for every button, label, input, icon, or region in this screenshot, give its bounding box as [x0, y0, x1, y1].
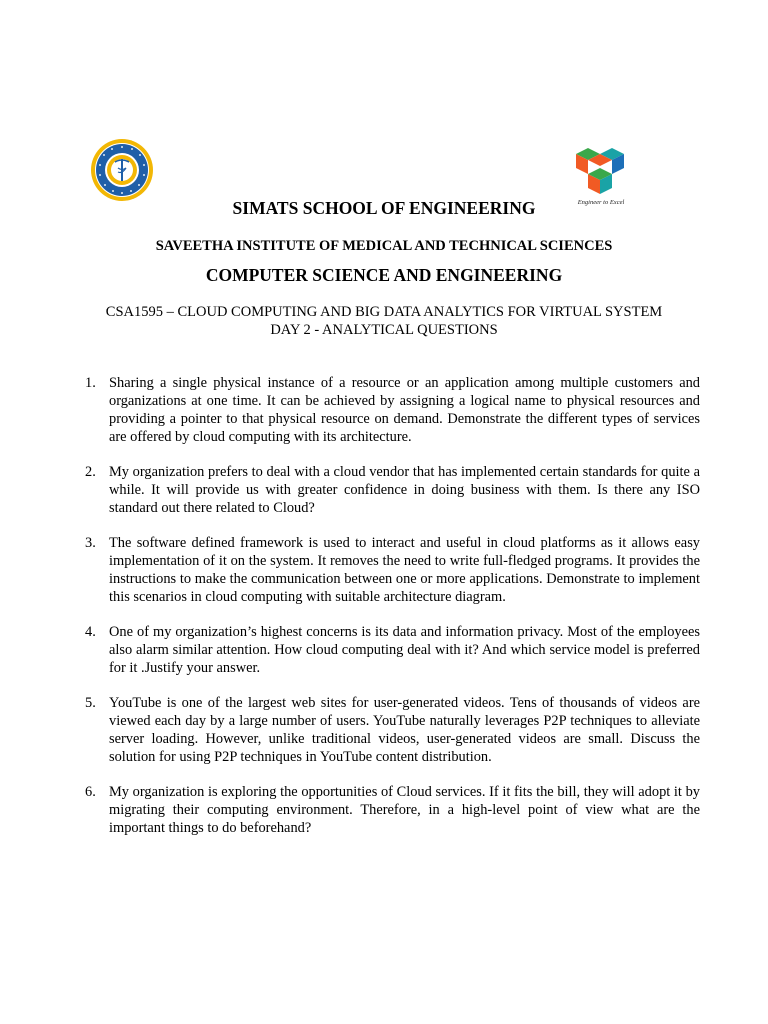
question-item [80, 783, 700, 837]
logo-tagline: Engineer to Excel [577, 199, 625, 206]
question-number: 1. [85, 375, 96, 391]
question-item [80, 374, 700, 446]
question-text: YouTube is one of the largest web sites for user-generated videos. Tens of thousands of videos are viewed each day by a large number of users. YouTube naturally leverages P2P techniques to alleviate server loading. However, unlike traditional videos, user-generated videos are small. Discuss the solution for using P2P techniques in YouTube content distribution. [109, 695, 700, 765]
question-number: 3. [85, 535, 96, 551]
question-item [80, 463, 700, 517]
question-number: 5. [85, 695, 96, 711]
question-text: Sharing a single physical instance of a resource or an application among multiple customers and organizations at one time. It can be achieved by assigning a logical name to physical resources and providing a pointer to that physical resource on demand. Demonstrate the different types of services are offered by cloud computing with its architecture. [109, 375, 700, 445]
saveetha-institute-seal-logo [88, 138, 156, 202]
question-number: 6. [85, 784, 96, 800]
question-number: 4. [85, 624, 96, 640]
course-title: CSA1595 – CLOUD COMPUTING AND BIG DATA ANALYTICS FOR VIRTUAL SYSTEM [105, 304, 663, 320]
question-list [80, 374, 700, 854]
question-text: The software defined framework is used to interact and useful in cloud platforms as it allows easy implementation of it on the system. It removes the need to write full-fledged programs. It provides the instructions to make the communication between one or more applications. Demonstrate to implement this scenarios in cloud computing with suitable architecture diagram. [109, 535, 700, 605]
question-item [80, 623, 700, 677]
day-subtitle: DAY 2 - ANALYTICAL QUESTIONS [270, 322, 498, 338]
school-heading: SIMATS SCHOOL OF ENGINEERING [232, 198, 536, 218]
question-item [80, 694, 700, 766]
institute-heading: SAVEETHA INSTITUTE OF MEDICAL AND TECHNICAL SCIENCES [155, 238, 613, 254]
department-heading: COMPUTER SCIENCE AND ENGINEERING [205, 265, 563, 285]
engineering-school-logo [570, 144, 632, 206]
question-text: One of my organization’s highest concerns is its data and information privacy. Most of the employees also alarm similar attention. How cloud computing deal with it? And which service model is preferred for it .Justify your answer. [109, 624, 700, 676]
question-text: My organization is exploring the opportunities of Cloud services. If it fits the bill, they will adopt it by migrating their computing environment. Therefore, in a high-level point of view what are the important things to do beforehand? [109, 784, 700, 836]
question-number: 2. [85, 464, 96, 480]
question-item [80, 534, 700, 606]
question-text: My organization prefers to deal with a cloud vendor that has implemented certain standards for quite a while. It will provide us with greater confidence in doing business with them. Is there any ISO standard out there related to Cloud? [109, 464, 700, 516]
